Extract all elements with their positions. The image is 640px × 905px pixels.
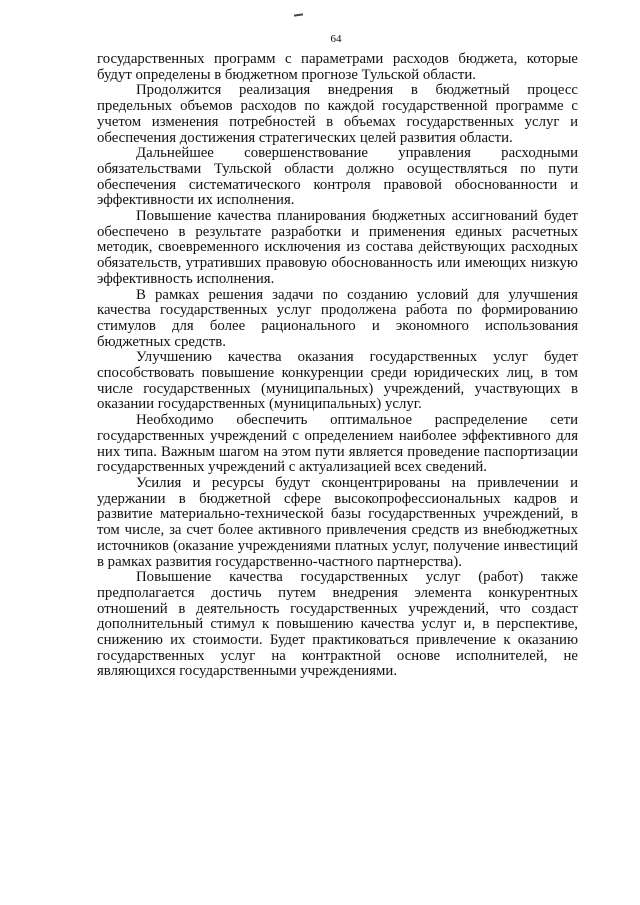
paragraph-2: Продолжится реализация внедрения в бюджетный процесс предельных объемов расходов по каждой государственной программе с учетом изменения потребностей в объемах государственных услуг и обеспечения достижения стратегических целей развития области. xyxy=(97,82,578,146)
paragraph-6: Улучшению качества оказания государственных услуг будет способствовать повышение конкуренции среди юридических лиц, в том числе государственных (муниципальных) учреждений, участвующих в оказании государственных (муниципальных) услуг. xyxy=(97,349,578,413)
document-body xyxy=(97,52,578,680)
scan-mark xyxy=(294,13,303,16)
paragraph-9: Повышение качества государственных услуг (работ) также предполагается достичь путем внедрения элемента конкурентных отношений в деятельность государственных учреждений, что создаст дополнительный стимул к повышению качества услуг и, в перспективе, снижению их стоимости. Будет практиковаться привлечение к оказанию государственных услуг на контрактной основе исполнителей, не являющихся государственными учреждениями. xyxy=(97,569,578,680)
paragraph-3: Дальнейшее совершенствование управления расходными обязательствами Тульской области должно осуществляться по пути обеспечения систематического контроля правовой обоснованности и эффективности их исполнения. xyxy=(97,145,578,209)
paragraph-4: Повышение качества планирования бюджетных ассигнований будет обеспечено в результате разработки и применения единых расчетных методик, своевременного исключения из состава действующих расходных обязательств, утративших правовую обоснованность или имеющих низкую эффективность исполнения. xyxy=(97,208,578,287)
page-number: 64 xyxy=(330,33,342,45)
paragraph-5: В рамках решения задачи по созданию условий для улучшения качества государственных услуг продолжена работа по формированию стимулов для более рационального и экономного использования бюджетных средств. xyxy=(97,286,578,350)
paragraph-1: государственных программ с параметрами расходов бюджета, которые будут определены в бюджетном прогнозе Тульской области. xyxy=(97,51,578,83)
paragraph-8: Усилия и ресурсы будут сконцентрированы на привлечении и удержании в бюджетной сфере высокопрофессиональных кадров и развитие материально-технической базы государственных учреждений, в том числе, за счет более активного привлечения средств из внебюджетных источников (оказание учреждениями платных услуг, получение инвестиций в рамках развития государственно-частного партнерства). xyxy=(97,474,578,570)
paragraph-7: Необходимо обеспечить оптимальное распределение сети государственных учреждений с определением наиболее эффективного для них типа. Важным шагом на этом пути является проведение паспортизации государственных учреждений с актуализацией всех сведений. xyxy=(97,412,578,476)
